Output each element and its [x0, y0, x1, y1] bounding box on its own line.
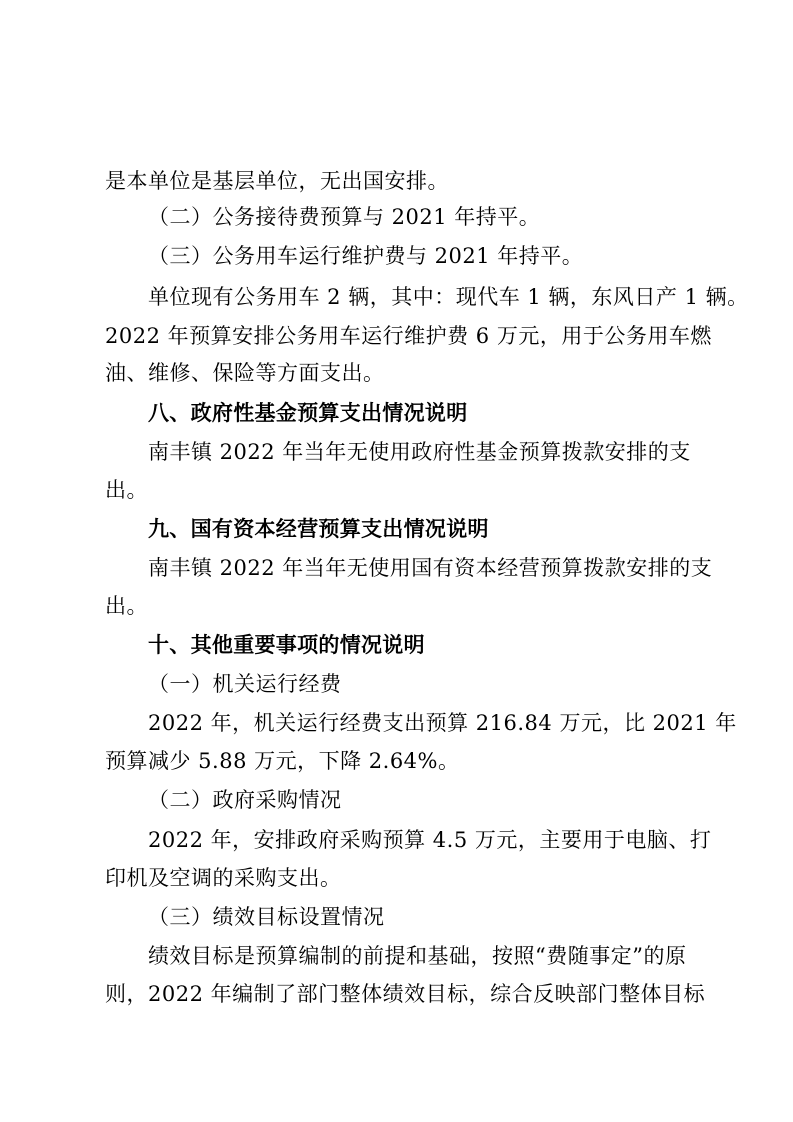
paragraph-line: 南丰镇 2022 年当年无使用政府性基金预算拨款安排的支	[148, 440, 691, 464]
subsection-line: （二）公务接待费预算与 2021 年持平。	[148, 205, 541, 229]
paragraph-line: 出。	[105, 478, 148, 502]
subsection-line: （三）公务用车运行维护费与 2021 年持平。	[148, 244, 584, 268]
paragraph-line: 2022 年，机关运行经费支出预算 216.84 万元，比 2021 年	[148, 711, 737, 735]
section-heading: 九、国有资本经营预算支出情况说明	[148, 517, 489, 541]
paragraph-line: 是本单位是基层单位，无出国安排。	[105, 169, 449, 193]
section-heading: 八、政府性基金预算支出情况说明	[148, 401, 468, 425]
paragraph-line: 印机及空调的采购支出。	[105, 866, 342, 890]
subsection-line: （二）政府采购情况	[148, 788, 342, 812]
paragraph-line: 单位现有公务用车 2 辆，其中：现代车 1 辆，东风日产 1 辆。	[148, 285, 749, 309]
subsection-line: （一）机关运行经费	[148, 672, 342, 696]
paragraph-line: 2022 年预算安排公务用车运行维护费 6 万元，用于公务用车燃	[105, 324, 712, 348]
paragraph-line: 2022 年，安排政府采购预算 4.5 万元，主要用于电脑、打	[148, 828, 712, 852]
paragraph-line: 出。	[105, 594, 148, 618]
paragraph-line: 预算减少 5.88 万元，下降 2.64%。	[105, 749, 460, 773]
subsection-line: （三）绩效目标设置情况	[148, 905, 385, 929]
paragraph-line: 则，2022 年编制了部门整体绩效目标，综合反映部门整体目标	[105, 982, 706, 1006]
paragraph-line: 绩效目标是预算编制的前提和基础，按照“费随事定”的原	[148, 944, 687, 968]
paragraph-line: 南丰镇 2022 年当年无使用国有资本经营预算拨款安排的支	[148, 556, 713, 580]
paragraph-line: 油、维修、保险等方面支出。	[105, 361, 385, 385]
section-heading: 十、其他重要事项的情况说明	[148, 633, 425, 657]
